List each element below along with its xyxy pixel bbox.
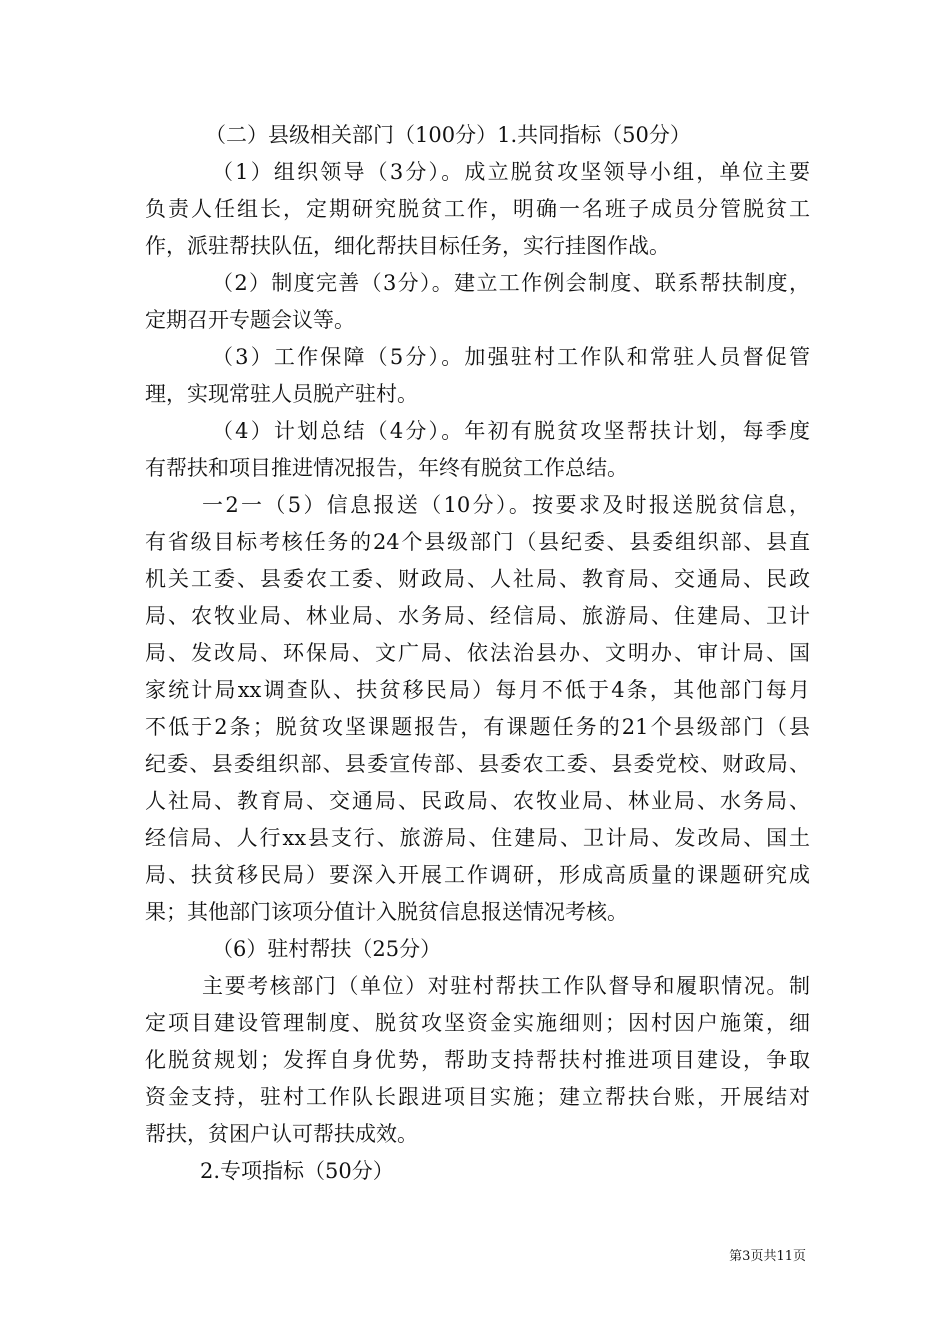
paragraph-line: 家统计局xx调查队、扶贫移民局）每月不低于4条，其他部门每月 bbox=[145, 678, 810, 702]
paragraph-line: 作，派驻帮扶队伍，细化帮扶目标任务，实行挂图作战。 bbox=[145, 234, 670, 258]
paragraph-line: 果；其他部门该项分值计入脱贫信息报送情况考核。 bbox=[145, 900, 628, 924]
paragraph-line: 局、农牧业局、林业局、水务局、经信局、旅游局、住建局、卫计 bbox=[145, 604, 810, 628]
paragraph-line: 不低于2条；脱贫攻坚课题报告，有课题任务的21个县级部门（县 bbox=[145, 715, 810, 739]
section-heading: 2.专项指标（50分） bbox=[200, 1159, 394, 1183]
paragraph-line: 一2一（5）信息报送（10分）。按要求及时报送脱贫信息， bbox=[202, 493, 810, 517]
paragraph-line: 化脱贫规划；发挥自身优势，帮助支持帮扶村推进项目建设，争取 bbox=[145, 1048, 810, 1072]
subsection-heading: （6）驻村帮扶（25分） bbox=[212, 937, 442, 961]
paragraph-line: 机关工委、县委农工委、财政局、人社局、教育局、交通局、民政 bbox=[145, 567, 810, 591]
paragraph-line: 资金支持，驻村工作队长跟进项目实施；建立帮扶台账，开展结对 bbox=[145, 1085, 810, 1109]
paragraph-line: （2）制度完善（3分）。建立工作例会制度、联系帮扶制度， bbox=[212, 271, 810, 295]
paragraph-line: 负责人任组长，定期研究脱贫工作，明确一名班子成员分管脱贫工 bbox=[145, 197, 810, 221]
paragraph-line: 局、发改局、环保局、文广局、依法治县办、文明办、审计局、国 bbox=[145, 641, 810, 665]
paragraph-line: 经信局、人行xx县支行、旅游局、住建局、卫计局、发改局、国土 bbox=[145, 826, 810, 850]
paragraph-line: 局、扶贫移民局）要深入开展工作调研，形成高质量的课题研究成 bbox=[145, 863, 810, 887]
paragraph-line: （1）组织领导（3分）。成立脱贫攻坚领导小组，单位主要 bbox=[212, 160, 810, 184]
paragraph-line: 纪委、县委组织部、县委宣传部、县委农工委、县委党校、财政局、 bbox=[145, 752, 810, 776]
paragraph-line: 有省级目标考核任务的24个县级部门（县纪委、县委组织部、县直 bbox=[145, 530, 810, 554]
paragraph-line: （3）工作保障（5分）。加强驻村工作队和常驻人员督促管 bbox=[212, 345, 810, 369]
paragraph-line: 理，实现常驻人员脱产驻村。 bbox=[145, 382, 418, 406]
section-heading: （二）县级相关部门（100分）1.共同指标（50分） bbox=[205, 123, 691, 147]
paragraph-line: 人社局、教育局、交通局、民政局、农牧业局、林业局、水务局、 bbox=[145, 789, 810, 813]
paragraph-line: 定项目建设管理制度、脱贫攻坚资金实施细则；因村因户施策，细 bbox=[145, 1011, 810, 1035]
paragraph-line: 帮扶，贫困户认可帮扶成效。 bbox=[145, 1122, 418, 1146]
paragraph-line: 主要考核部门（单位）对驻村帮扶工作队督导和履职情况。制 bbox=[202, 974, 810, 998]
page-number-footer: 第3页共11页 bbox=[729, 1249, 806, 1264]
paragraph-line: （4）计划总结（4分）。年初有脱贫攻坚帮扶计划，每季度 bbox=[212, 419, 810, 443]
paragraph-line: 有帮扶和项目推进情况报告，年终有脱贫工作总结。 bbox=[145, 456, 628, 480]
paragraph-line: 定期召开专题会议等。 bbox=[145, 308, 355, 332]
